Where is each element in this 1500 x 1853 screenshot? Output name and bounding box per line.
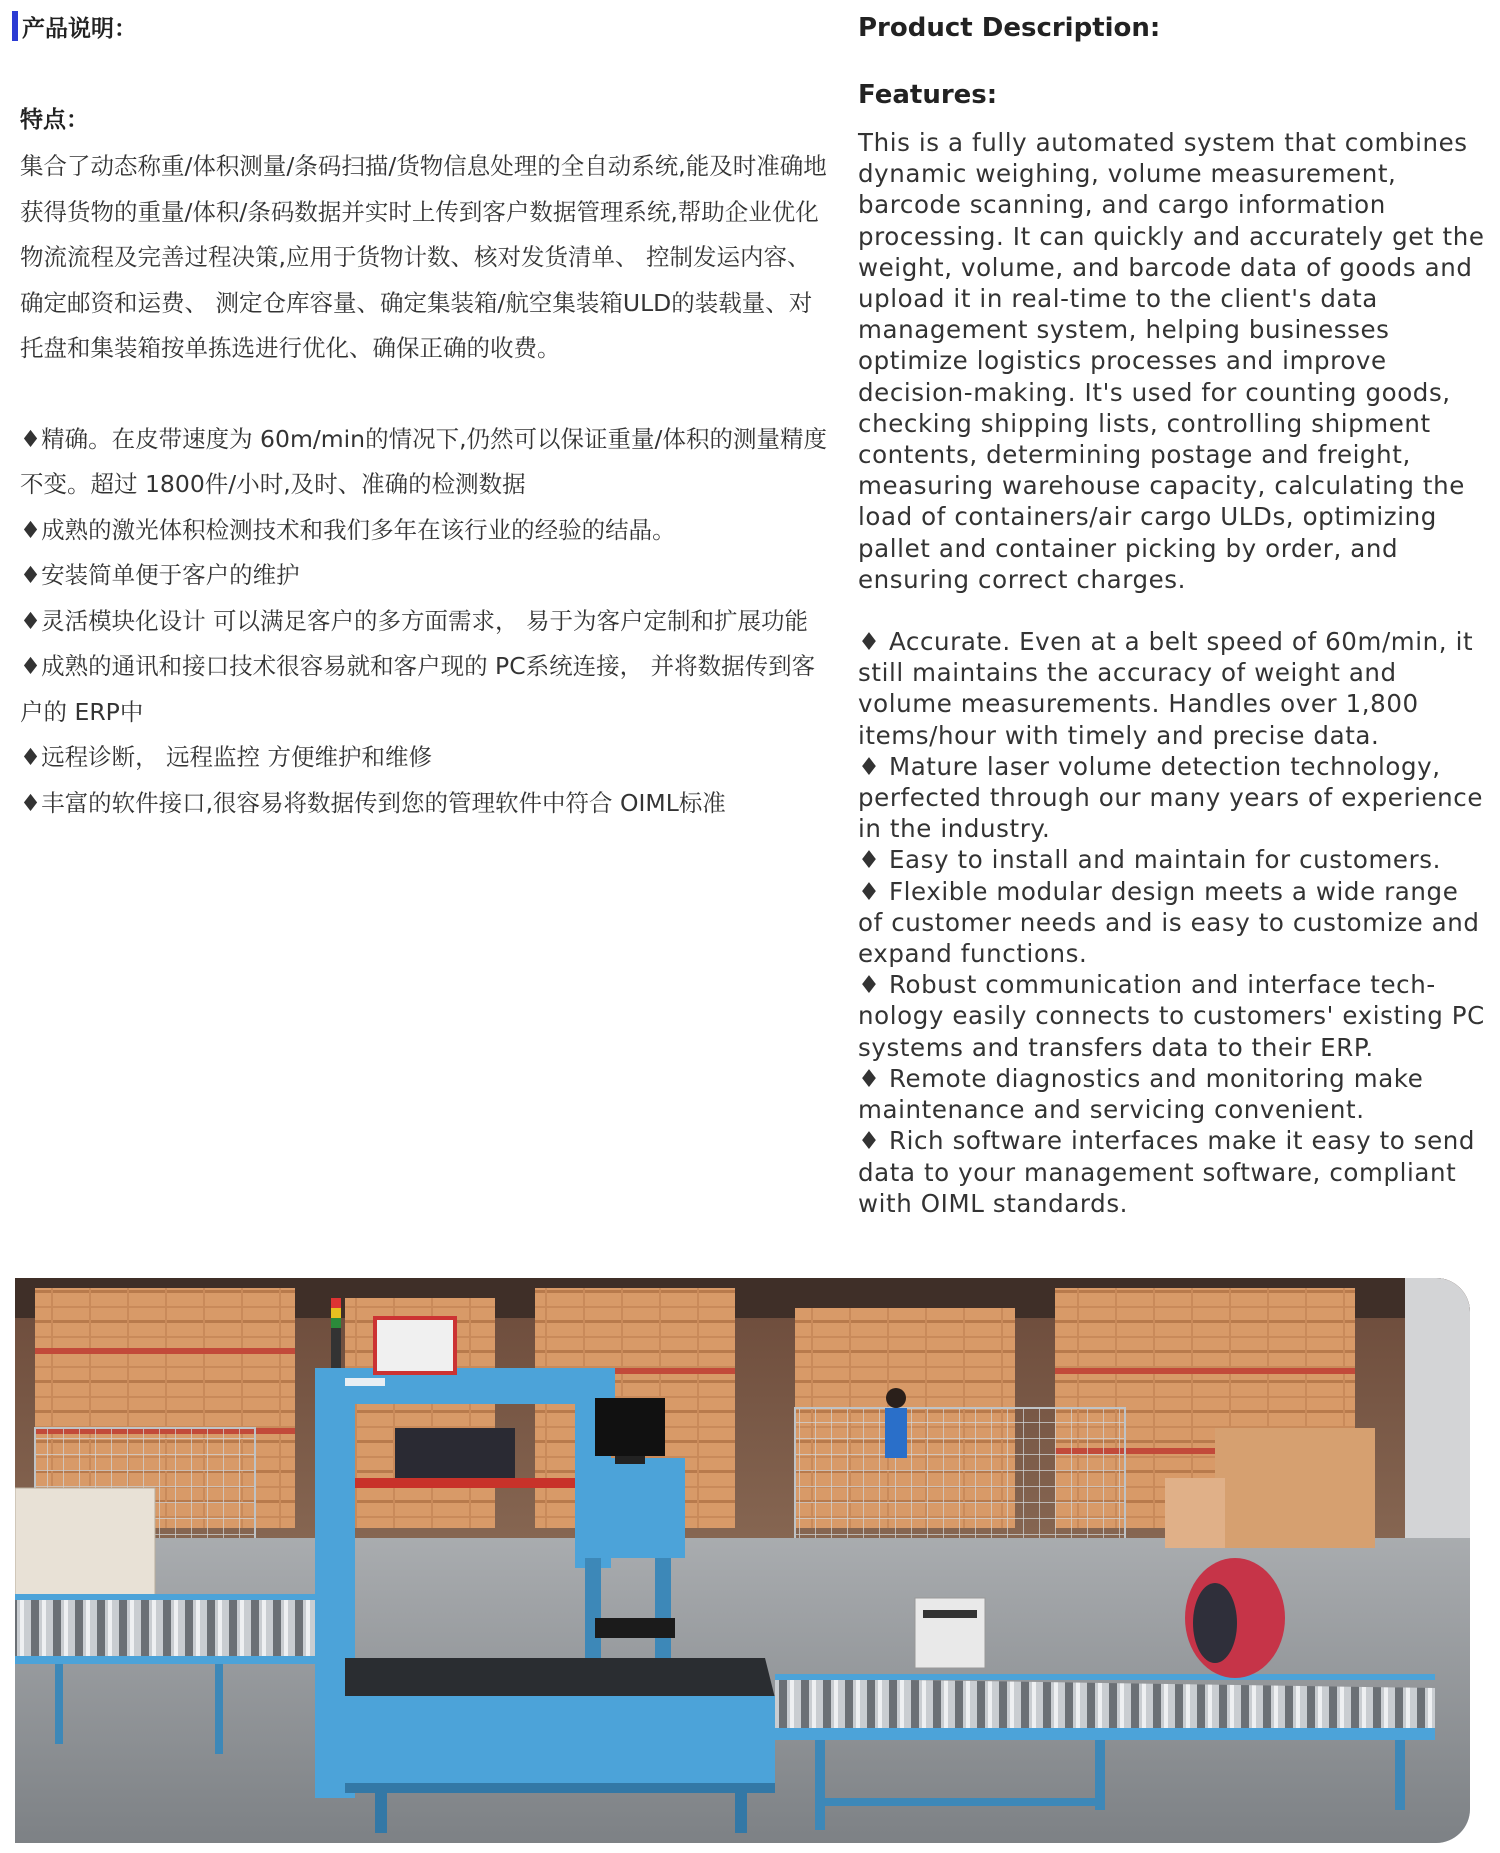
zh-intro-paragraph: 集合了动态称重/体积测量/条码扫描/货物信息处理的全自动系统,能及时准确地获得货物的重量/体积/条码数据并实时上传到客户数据管理系统,帮助企业优化物流流程及完善过程决策,应用于货物计数、核对发货清单、 控制发运内容、确定邮资和运费、 测定仓库容量、确定集装箱/航空集装箱ULD的装载量、对托盘和集装箱按单拣选进行优化、确保正确的收费。	[20, 152, 827, 362]
zh-section-header	[12, 10, 832, 42]
zh-feature-item: ♦丰富的软件接口,很容易将数据传到您的管理软件中符合 OIML标准	[20, 788, 726, 817]
en-features-title: Features:	[858, 80, 998, 110]
zh-feature-item: ♦灵活模块化设计 可以满足客户的多方面需求， 易于为客户定制和扩展功能	[20, 606, 809, 635]
zh-feature-item: ♦成熟的激光体积检测技术和我们多年在该行业的经验的结晶。	[20, 515, 676, 544]
en-feature-item: ♦ Robust communication and interface tech-nology easily connects to customers' existing PC systems and transfers data to their ERP.	[858, 970, 1485, 1062]
en-feature-item: ♦ Flexible modular design meets a wide range of customer needs and is easy to customize and expand functions.	[858, 876, 1480, 969]
en-feature-item: ♦ Rich software interfaces make it easy to send data to your management software, compliant with OIML standards.	[858, 1126, 1476, 1218]
zh-feature-item: ♦远程诊断， 远程监控 方便维护和维修	[20, 743, 433, 771]
zh-feature-item: ♦精确。在皮带速度为 60m/min的情况下,仍然可以保证重量/体积的测量精度不变。超过 1800件/小时,及时、准确的检测数据	[20, 424, 827, 498]
en-feature-item: ♦ Easy to install and maintain for customers.	[858, 845, 1442, 875]
worker	[885, 1408, 907, 1458]
wire-cage	[795, 1408, 1125, 1548]
en-feature-list	[858, 626, 1488, 1219]
english-column	[858, 10, 1488, 1219]
zh-features-title: 特点：	[20, 107, 89, 133]
en-intro-paragraph: This is a fully automated system that combines dynamic weighing, volume measurement, barcode scanning, and cargo information processing. It can quickly and accurately get the weight, volume, and barcode data of goods and upload it in real-time to the client's data management system, helping businesses optimize logistics processes and improve decision-making. It's used for counting goods, checking shipping lists, controlling shipment contents, determining postage and freight, measuring warehouse capacity, calculating the load of containers/air cargo ULDs, optimizing pallet and container picking by order, and ensuring correct charges.	[858, 128, 1485, 594]
label-printer	[915, 1598, 985, 1668]
chinese-column	[12, 10, 832, 826]
zh-feature-item: ♦安装简单便于客户的维护	[20, 561, 300, 589]
en-feature-item: ♦ Remote diagnostics and monitoring make maintenance and servicing convenient.	[858, 1063, 1424, 1125]
zh-feature-list	[12, 417, 832, 827]
en-feature-item: ♦ Accurate. Even at a belt speed of 60m/min, it still maintains the accuracy of weight and volume measurements. Handles over 1,800 items/hour with timely and precise data.	[858, 627, 1474, 750]
en-feature-item: ♦ Mature laser volume detection technology, perfected through our many years of experience in the industry.	[858, 751, 1484, 844]
en-section-header: Product Description:	[858, 13, 1161, 43]
product-photo	[15, 1278, 1470, 1843]
zh-feature-item: ♦成熟的通讯和接口技术很容易就和客户现的 PC系统连接， 并将数据传到客户的 ERP中	[20, 652, 816, 726]
warehouse-illustration	[15, 1278, 1470, 1843]
accent-bar	[12, 11, 18, 41]
zh-header-text: 产品说明：	[22, 15, 137, 42]
